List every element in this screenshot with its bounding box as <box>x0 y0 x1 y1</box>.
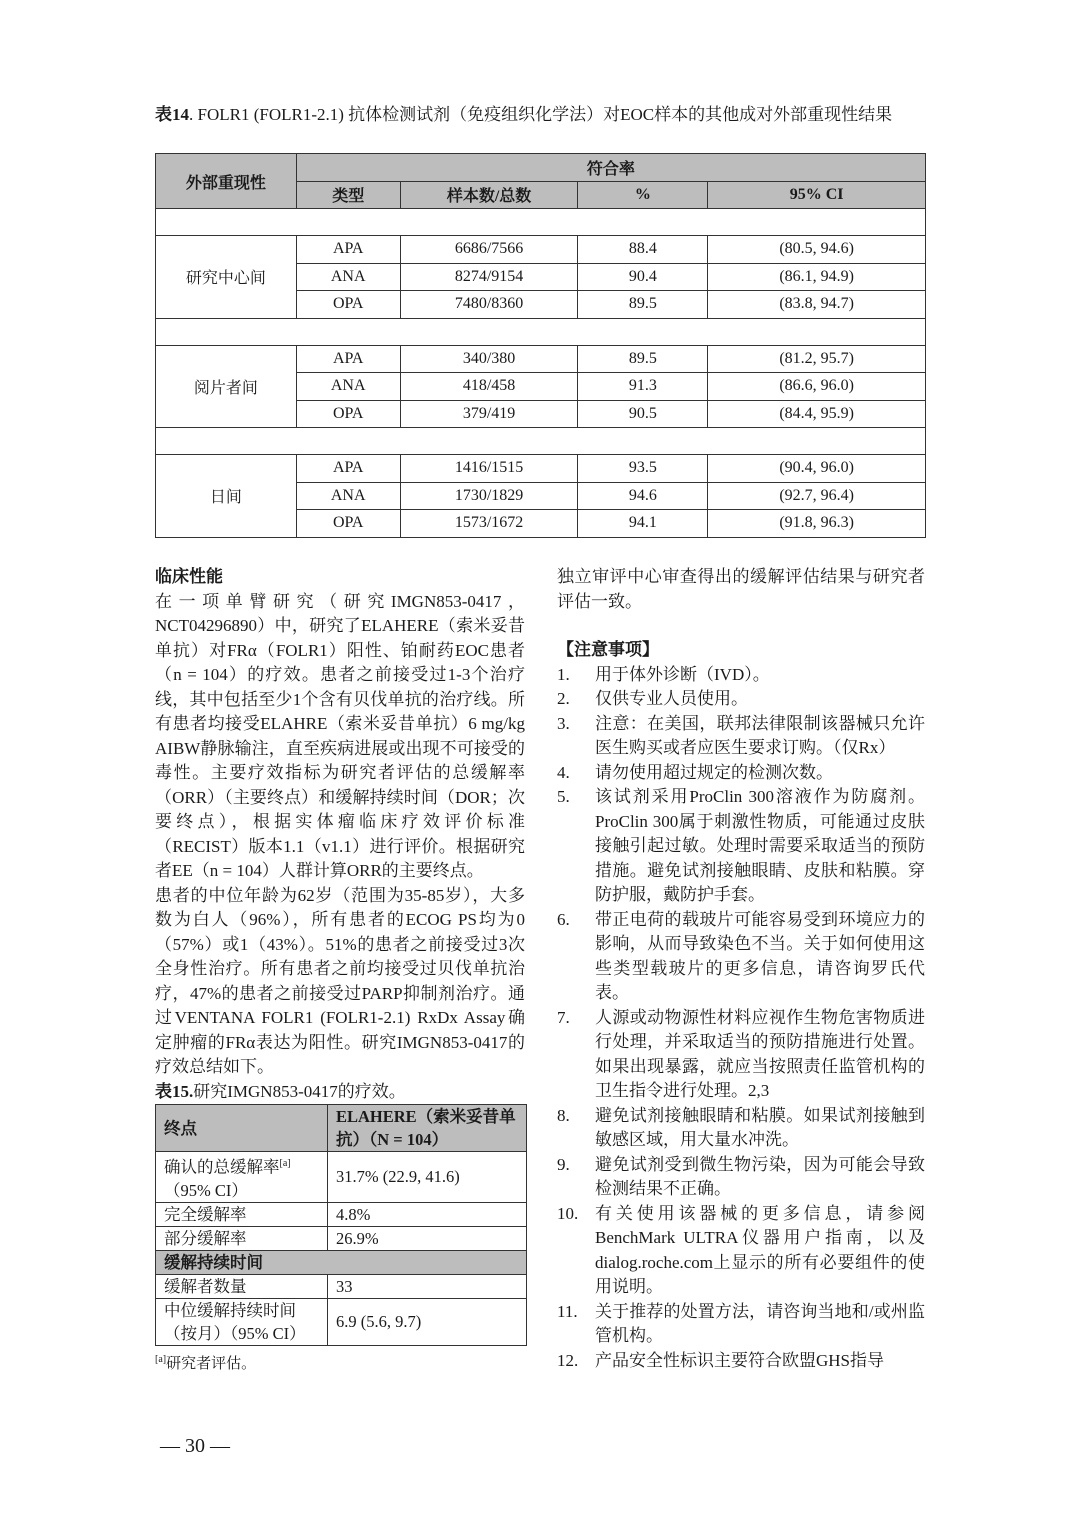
list-item <box>557 908 925 1006</box>
list-item <box>557 785 925 908</box>
header-type: 类型 <box>296 181 400 209</box>
table15-caption <box>155 1080 525 1105</box>
header-endpoint: 终点 <box>156 1105 328 1152</box>
cell-pct: 90.5 <box>578 400 708 428</box>
group-label: 日间 <box>156 455 297 538</box>
list-item <box>557 1300 925 1349</box>
row-label <box>156 1152 328 1203</box>
item-text: 请勿使用超过规定的检测次数。 <box>595 762 833 782</box>
item-number: 6. <box>557 909 570 929</box>
header-drug: ELAHERE（索米妥昔单抗）（N = 104） <box>328 1105 527 1152</box>
caption-label: 表15. <box>155 1081 194 1101</box>
table-row <box>156 345 926 373</box>
cell-type: APA <box>296 455 400 483</box>
item-text: 避免试剂接触眼睛和粘膜。如果试剂接触到敏感区域，用大量水冲洗。 <box>595 1105 925 1149</box>
label: 确认的总缓解率 <box>164 1157 280 1177</box>
cell-counts: 1730/1829 <box>400 482 578 510</box>
caption-label: 表14 <box>155 105 189 124</box>
cell-ci: (83.8, 94.7) <box>708 291 926 319</box>
cell-type: ANA <box>296 373 400 401</box>
item-number: 1. <box>557 664 570 684</box>
header-ci: 95% CI <box>708 181 926 209</box>
cell-pct: 93.5 <box>578 455 708 483</box>
cell-ci: (91.8, 96.3) <box>708 510 926 538</box>
table14-caption <box>155 103 927 127</box>
item-number: 11. <box>557 1301 578 1321</box>
cell-type: ANA <box>296 263 400 291</box>
item-text: 该试剂采用ProClin 300溶液作为防腐剂。ProClin 300属于刺激性物质，可能通过皮肤接触引起过敏。处理时需要采取适当的预防措施。避免试剂接触眼睛、皮肤和粘膜。穿防护服，戴防护手套。 <box>595 787 925 904</box>
list-item <box>557 712 925 761</box>
cell-ci: (90.4, 96.0) <box>708 455 926 483</box>
left-column <box>155 565 525 1376</box>
caption-text: 研究IMGN853-0417的疗效。 <box>193 1081 406 1101</box>
cell-pct: 94.6 <box>578 482 708 510</box>
list-item <box>557 1349 925 1374</box>
list-item <box>557 1202 925 1300</box>
item-text: 产品安全性标识主要符合欧盟GHS指导 <box>595 1350 885 1370</box>
item-number: 3. <box>557 713 570 733</box>
cell-counts: 7480/8360 <box>400 291 578 319</box>
cell-pct: 89.5 <box>578 291 708 319</box>
header-pct: % <box>578 181 708 209</box>
review-paragraph: 独立审评中心审查得出的缓解评估结果与研究者评估一致。 <box>557 567 925 611</box>
list-item <box>557 1006 925 1104</box>
row-label: 中位缓解持续时间（按月）（95% CI） <box>156 1298 328 1345</box>
cell-ci: (84.4, 95.9) <box>708 400 926 428</box>
item-number: 12. <box>557 1350 579 1370</box>
row-value: 26.9% <box>328 1226 527 1250</box>
caption-text: . FOLR1 (FOLR1-2.1) 抗体检测试剂（免疫组织化学法）对EOC样本的其他成对外部重现性结果 <box>189 105 893 124</box>
row-label: 完全缓解率 <box>156 1202 328 1226</box>
cell-pct: 90.4 <box>578 263 708 291</box>
cell-ci: (92.7, 96.4) <box>708 482 926 510</box>
row-value: 6.9 (5.6, 9.7) <box>328 1298 527 1345</box>
cell-counts: 1416/1515 <box>400 455 578 483</box>
row-label: 缓解者数量 <box>156 1274 328 1298</box>
item-number: 7. <box>557 1007 570 1027</box>
table14 <box>155 153 926 538</box>
row-label: 部分缓解率 <box>156 1226 328 1250</box>
table15 <box>155 1104 527 1346</box>
group-label: 阅片者间 <box>156 345 297 428</box>
cell-counts: 1573/1672 <box>400 510 578 538</box>
cell-counts: 340/380 <box>400 345 578 373</box>
clinical-heading: 临床性能 <box>155 567 223 586</box>
section-row: 缓解持续时间 <box>156 1250 527 1274</box>
cell-pct: 91.3 <box>578 373 708 401</box>
cell-type: ANA <box>296 482 400 510</box>
item-number: 5. <box>557 787 570 806</box>
item-text: 注意：在美国，联邦法律限制该器械只允许医生购买或者应医生要求订购。（仅Rx） <box>595 713 925 757</box>
cell-counts: 418/458 <box>400 373 578 401</box>
header-counts: 样本数/总数 <box>400 181 578 209</box>
list-item <box>557 1153 925 1202</box>
cell-type: APA <box>296 345 400 373</box>
cell-pct: 88.4 <box>578 236 708 264</box>
separator-row <box>156 209 926 236</box>
cell-ci: (80.5, 94.6) <box>708 236 926 264</box>
table-row <box>156 455 926 483</box>
list-item <box>557 663 925 688</box>
cell-counts: 6686/7566 <box>400 236 578 264</box>
header-group: 外部重现性 <box>156 154 297 209</box>
item-text: 仅供专业人员使用。 <box>595 689 748 708</box>
item-number: 2. <box>557 689 570 708</box>
cell-type: OPA <box>296 400 400 428</box>
clinical-paragraph-1: 在一项单臂研究（研究IMGN853-0417，NCT04296890）中，研究了ELAHERE（索米妥昔单抗）对FRα（FOLR1）阳性、铂耐药EOC患者（n = 104）的疗效。患者之前接受过1-3个治疗线，其中包括至少1个含有贝伐单抗的治疗线。所有患者均接受ELAHRE（索米妥昔单抗）6 mg/kg AIBW静脉输注，直至疾病进展或出现不可接受的毒性。主要疗效指标为研究者评估的总缓解率（ORR）（主要终点）和缓解持续时间（DOR；次要终点），根据实体瘤临床疗效评价标准（RECIST）版本1.1（v1.1）进行评价。根据研究者EE（n = 104）人群计算ORR的主要终点。 <box>155 591 525 880</box>
cell-pct: 89.5 <box>578 345 708 373</box>
page-number: — 30 — <box>160 1435 230 1457</box>
item-number: 9. <box>557 1154 570 1174</box>
row-value: 33 <box>328 1274 527 1298</box>
cell-type: APA <box>296 236 400 264</box>
item-text: 用于体外诊断（IVD）。 <box>595 664 770 684</box>
item-number: 8. <box>557 1105 570 1125</box>
item-text: 关于推荐的处置方法，请咨询当地和/或州监管机构。 <box>595 1301 925 1345</box>
list-item <box>557 761 925 786</box>
row-value: 4.8% <box>328 1202 527 1226</box>
separator-row <box>156 428 926 455</box>
cell-type: OPA <box>296 510 400 538</box>
table15-footnote <box>155 1348 525 1377</box>
item-text: 人源或动物源性材料应视作生物危害物质进行处理，并采取适当的预防措施进行处置。如果出现暴露，就应当按照责任监管机构的卫生指令进行处理。2,3 <box>595 1007 925 1100</box>
cell-counts: 8274/9154 <box>400 263 578 291</box>
cell-counts: 379/419 <box>400 400 578 428</box>
footnote-ref: [a] <box>279 1158 291 1169</box>
cell-type: OPA <box>296 291 400 319</box>
precautions-heading: 【注意事项】 <box>557 640 659 659</box>
clinical-paragraph-2: 患者的中位年龄为62岁（范围为35-85岁），大多数为白人（96%），所有患者的ECOG PS均为0（57%）或1（43%）。51%的患者之前接受过3次全身性治疗。所有患者之前均接受过贝伐单抗治疗，47%的患者之前接受过PARP抑制剂治疗。通过VENTANA FOLR1 (FOLR1-2.1) RxDx Assay确定肿瘤的FRα表达为阳性。研究IMGN853-0417的疗效总结如下。 <box>155 885 525 1076</box>
cell-ci: (86.6, 96.0) <box>708 373 926 401</box>
item-number: 4. <box>557 762 570 782</box>
item-number: 10. <box>557 1203 579 1223</box>
group-label: 研究中心间 <box>156 236 297 319</box>
separator-row <box>156 318 926 345</box>
cell-ci: (81.2, 95.7) <box>708 345 926 373</box>
precautions-list <box>557 663 925 1374</box>
cell-pct: 94.1 <box>578 510 708 538</box>
label-2: （95% CI） <box>164 1180 248 1200</box>
header-agreement: 符合率 <box>296 154 925 182</box>
item-text: 带正电荷的载玻片可能容易受到环境应力的影响，从而导致染色不当。关于如何使用这些类型载玻片的更多信息，请咨询罗氏代表。 <box>595 909 925 1002</box>
right-column <box>557 565 925 1373</box>
list-item <box>557 1104 925 1153</box>
table-row <box>156 236 926 264</box>
row-value: 31.7% (22.9, 41.6) <box>328 1152 527 1203</box>
footnote-mark: [a] <box>155 1353 167 1365</box>
item-text: 避免试剂受到微生物污染，因为可能会导致检测结果不正确。 <box>595 1154 925 1198</box>
list-item <box>557 687 925 712</box>
footnote-text: 研究者评估。 <box>166 1355 257 1372</box>
item-text: 有关使用该器械的更多信息，请参阅BenchMark ULTRA仪器用户指南，以及dialog.roche.com上显示的所有必要组件的使用说明。 <box>595 1203 925 1296</box>
cell-ci: (86.1, 94.9) <box>708 263 926 291</box>
